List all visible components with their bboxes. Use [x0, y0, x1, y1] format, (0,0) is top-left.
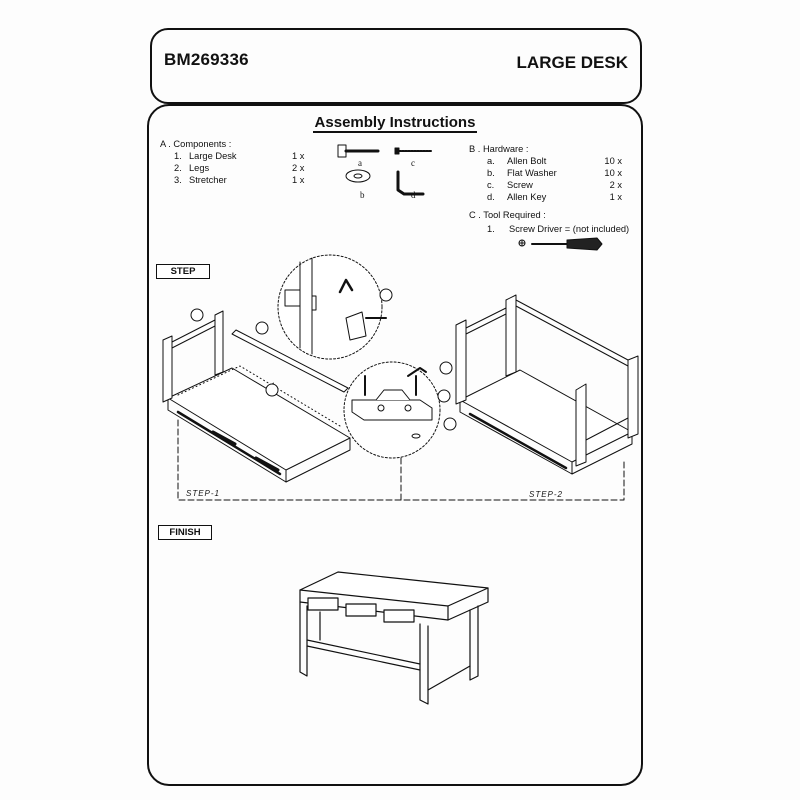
- list-item: 3. Stretcher 1 x: [174, 175, 305, 185]
- list-item: 1. Large Desk 1 x: [174, 151, 305, 161]
- page-title: Assembly Instructions: [314, 114, 476, 131]
- components-heading: A . Components :: [160, 139, 232, 149]
- screw-icon: [395, 148, 432, 154]
- desk-assembled-step2: [456, 295, 638, 474]
- list-item: d. Allen Key 1 x: [487, 192, 622, 202]
- desk-top-step1: [168, 366, 350, 482]
- list-item: 1. Screw Driver = (not included): [487, 224, 630, 234]
- finished-desk: [300, 572, 488, 704]
- model-number: BM269336: [164, 50, 249, 69]
- tool-heading: C . Tool Required :: [469, 210, 546, 220]
- hardware-label-c: c: [411, 158, 415, 168]
- hardware-label-a: a: [358, 158, 362, 168]
- screwdriver-icon: [519, 238, 602, 250]
- list-item: 2. Legs 2 x: [174, 163, 305, 173]
- detail-view-bottom: [344, 362, 456, 458]
- step-1-label: STEP-1: [186, 489, 221, 498]
- list-item: c. Screw 2 x: [487, 180, 622, 190]
- hardware-heading: B . Hardware :: [469, 144, 529, 154]
- hardware-label-b: b: [360, 190, 365, 200]
- list-item: a. Allen Bolt 10 x: [487, 156, 622, 166]
- allen-bolt-icon: [338, 145, 378, 157]
- product-name: LARGE DESK: [516, 53, 628, 72]
- step-tag: STEP: [156, 264, 210, 279]
- allen-key-icon: [398, 172, 423, 194]
- step-2-label: STEP-2: [529, 490, 564, 499]
- list-item: b. Flat Washer 10 x: [487, 168, 622, 178]
- flat-washer-icon: [346, 170, 370, 182]
- finish-tag: FINISH: [158, 525, 212, 540]
- hardware-label-d: d: [411, 190, 416, 200]
- detail-view-top: [278, 255, 392, 359]
